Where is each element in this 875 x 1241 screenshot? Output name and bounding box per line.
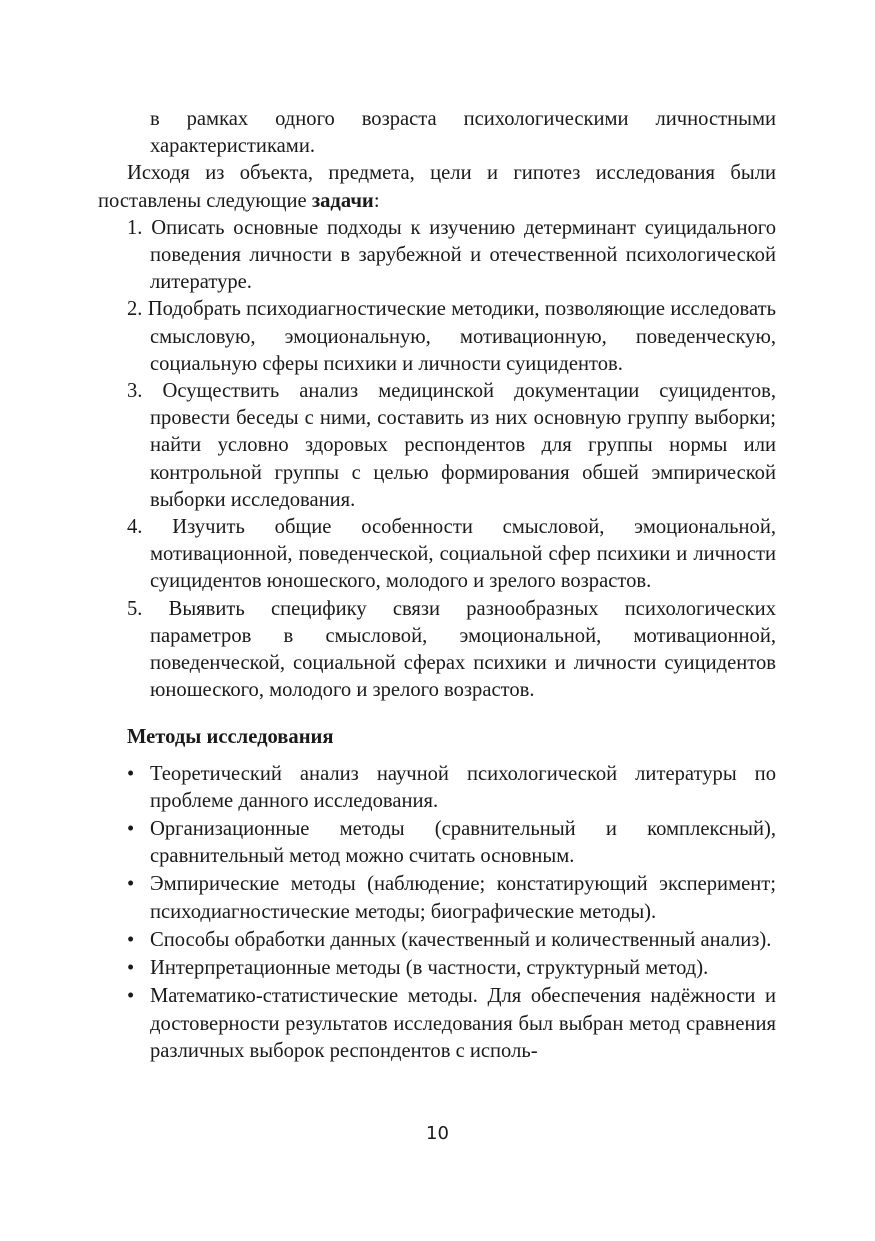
- tasks-intro-colon: :: [373, 189, 380, 212]
- tasks-intro-paragraph: [98, 160, 776, 214]
- method-text: Организационные методы (сравнительный и комплексный), сравнительный метод можно считать основным.: [150, 818, 776, 868]
- method-item-4: [98, 927, 776, 954]
- tasks-keyword: задачи: [311, 189, 374, 212]
- method-text: Математико-статистические методы. Для обеспечения надёжности и достоверности результатов исследования был выбран метод сравнения различных выборок респондентов с исполь-: [150, 985, 776, 1062]
- intro-continuation: в рамках одного возраста психологическими личностными характеристиками.: [150, 108, 776, 158]
- methods-list: [98, 761, 776, 1065]
- page-number: 10: [426, 1123, 449, 1144]
- bullet-icon: •: [127, 762, 135, 785]
- bullet-icon: •: [127, 873, 135, 896]
- task-item-3: 3. Осуществить анализ медицинской документации суицидентов, провести беседы с ними, составить из них основную группу выборки; найти условно здоровых респондентов для группы нормы или контрольной группы с целью формирования обшей эмпирической выборки исследования.: [127, 380, 776, 511]
- task-item-1: 1. Описать основные подходы к изучению детерминант суицидального поведения личности в зарубежной и отечественной психологической литературе.: [127, 216, 776, 294]
- task-item-5: 5. Выявить специфику связи разнообразных психологических параметров в смысловой, эмоциональной, мотивационной, поведенческой, социальной сферах психики и личности суицидентов юношеского, молодого и зрелого возрастов.: [127, 597, 776, 702]
- bullet-icon: •: [127, 928, 135, 951]
- task-item-4: 4. Изучить общие особенности смысловой, эмоциональной, мотивационной, поведенческой, социальной сфер психики и личности суицидентов юношеского, молодого и зрелого возрастов.: [127, 516, 776, 593]
- bullet-icon: •: [127, 985, 135, 1008]
- method-text: Способы обработки данных (качественный и количественный анализ).: [150, 928, 772, 951]
- method-item-3: [98, 871, 776, 925]
- tasks-intro-text: Исходя из объекта, предмета, цели и гипотез исследования были поставлены следующие: [98, 162, 776, 212]
- method-item-1: [98, 761, 776, 815]
- method-text: Теоретический анализ научной психологической литературы по проблеме данного исследования.: [150, 762, 776, 812]
- methods-heading: Методы исследования: [127, 726, 334, 749]
- page-body: [98, 106, 776, 1066]
- method-item-5: [98, 955, 776, 982]
- method-item-6: [98, 983, 776, 1065]
- tasks-list: [98, 215, 776, 705]
- method-item-2: [98, 816, 776, 870]
- bullet-icon: •: [127, 957, 135, 980]
- bullet-icon: •: [127, 818, 135, 841]
- method-text: Интерпретационные методы (в частности, структурный метод).: [150, 957, 709, 980]
- method-text: Эмпирические методы (наблюдение; констатирующий эксперимент; психодиагностические методы; биографические методы).: [150, 873, 776, 923]
- task-item-2: 2. Подобрать психодиагностические методики, позволяющие исследовать смысловую, эмоциональную, мотивационную, поведенческую, социальную сферы психики и личности суицидентов.: [127, 298, 776, 375]
